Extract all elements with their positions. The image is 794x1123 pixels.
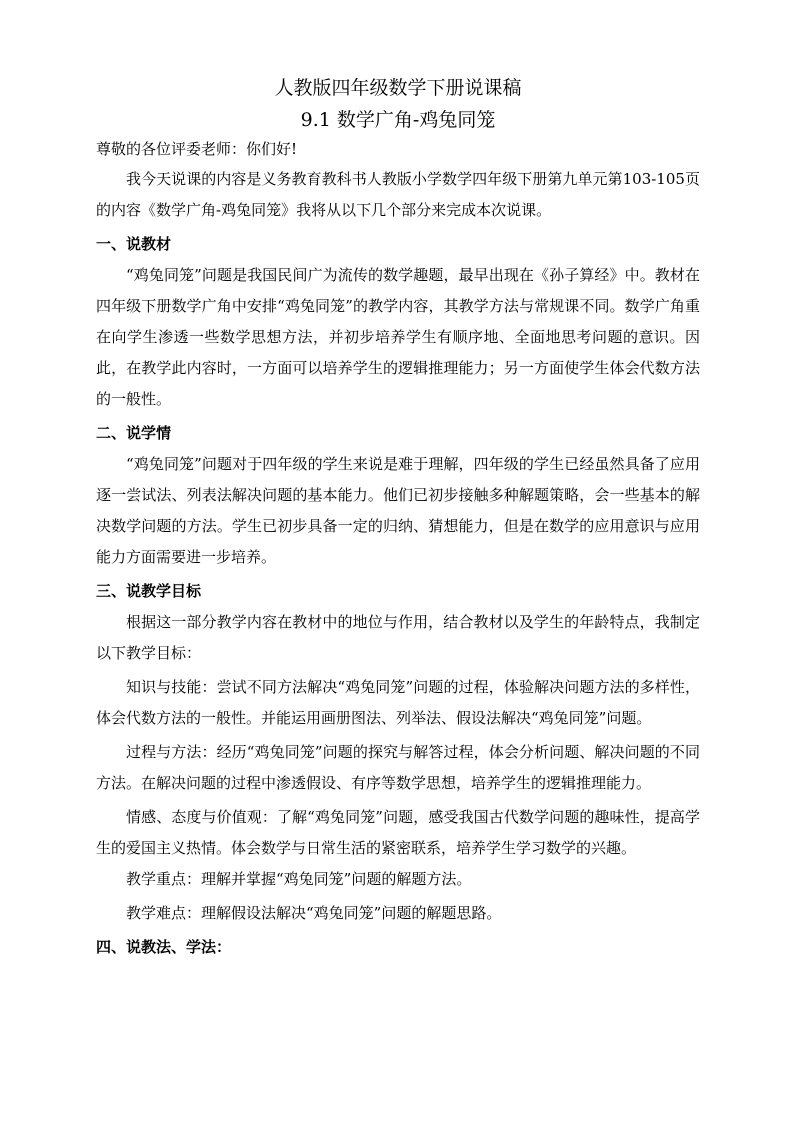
objective-process-paragraph: 过程与方法：经历“鸡兔同笼”问题的探究与解答过程，体会分析问题、解决问题的不同方法。在解决问题的过程中渗透假设、有序等数学思想，培养学生的逻辑推理能力。	[96, 743, 700, 792]
objectives-intro-paragraph: 根据这一部分教学内容在教材中的地位与作用，结合教材以及学生的年龄特点，我制定以下教学目标：	[96, 613, 700, 662]
greeting: 尊敬的各位评委老师：你们好!	[96, 140, 298, 158]
section-heading-textbook: 一、说教材	[96, 235, 172, 253]
teaching-key-point: 教学重点：理解并掌握“鸡兔同笼”问题的解题方法。	[126, 870, 472, 888]
document-subtitle: 9.1 数学广角-鸡兔同笼	[300, 109, 496, 131]
section-textbook-paragraph: “鸡兔同笼”问题是我国民间广为流传的数学趣题，最早出现在《孙子算经》中。教材在四年级下册数学广角中安排“鸡兔同笼”的教学内容，其教学方法与常规课不同。数学广角重在向学生渗透一些数学思想方法，并初步培养学生有顺序地、全面地思考问题的意识。因此，在教学此内容时，一方面可以培养学生的逻辑推理能力；另一方面使学生体会代数方法的一般性。	[96, 266, 700, 408]
section-students-paragraph: “鸡兔同笼”问题对于四年级的学生来说是难于理解，四年级的学生已经虽然具备了应用逐一尝试法、列表法解决问题的基本能力。他们已初步接触多种解题策略，会一些基本的解决数学问题的方法。学生已初步具备一定的归纳、猜想能力，但是在数学的应用意识与应用能力方面需要进一步培养。	[96, 455, 700, 566]
section-heading-methods: 四、说教法、学法：	[96, 938, 232, 956]
objective-knowledge-paragraph: 知识与技能：尝试不同方法解决“鸡兔同笼”问题的过程，体验解决问题方法的多样性，体会代数方法的一般性。并能运用画册图法、列举法、假设法解决“鸡兔同笼”问题。	[96, 678, 700, 727]
objective-attitude-paragraph: 情感、态度与价值观：了解“鸡兔同笼”问题，感受我国古代数学问题的趣味性，提高学生的爱国主义热情。体会数学与日常生活的紧密联系，培养学生学习数学的兴趣。	[96, 808, 700, 857]
section-heading-objectives: 三、说教学目标	[96, 582, 202, 600]
intro-paragraph: 我今天说课的内容是义务教育教科书人教版小学数学四年级下册第九单元第103-105页的内容《数学广角-鸡兔同笼》我将从以下几个部分来完成本次说课。	[96, 170, 700, 219]
document-page	[96, 74, 700, 963]
section-heading-students: 二、说学情	[96, 424, 172, 442]
document-title: 人教版四年级数学下册说课稿	[274, 77, 522, 99]
teaching-difficulty: 教学难点：理解假设法解决“鸡兔同笼”问题的解题思路。	[126, 904, 502, 922]
